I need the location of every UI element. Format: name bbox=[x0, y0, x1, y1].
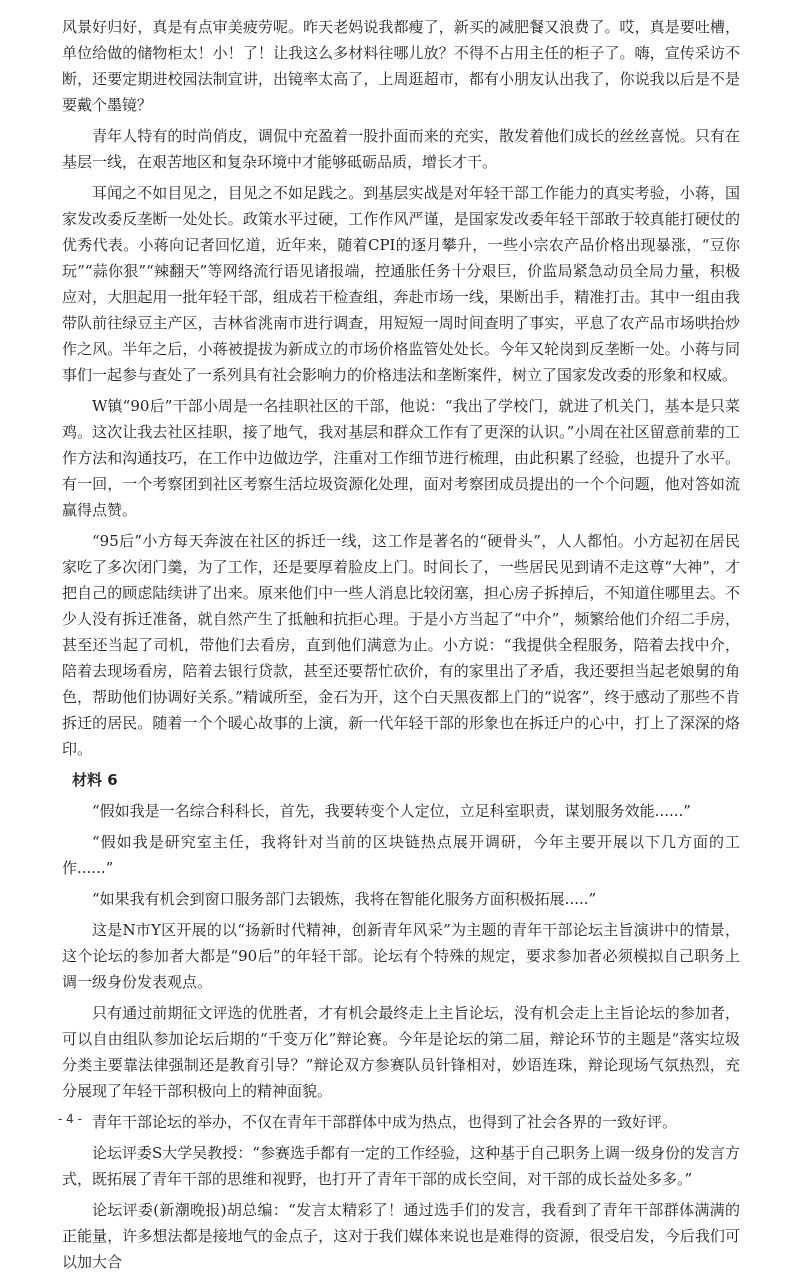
page-number: - 4 - bbox=[58, 1112, 82, 1126]
section-paragraph-5: 论坛评委(新潮晚报)胡总编：“发言太精彩了！通过选手们的发言，我看到了青年干部群体满满的正能量，许多想法都是接地气的金点子，这对于我们媒体来说也是难得的资源，很受启发，今后我们可以加大合 bbox=[62, 1201, 740, 1271]
paragraph-1: 风景好归好，真是有点审美疲劳呢。昨天老妈说我都瘦了，新买的减肥餐又浪费了。哎，真是要吐槽，单位给做的储物柜太！小！了！让我这么多材料往哪儿放？不得不占用主任的柜子了。嗨，宣传采访不断，还要定期进校园法制宣讲，出镜率太高了，上周逛超市，都有小朋友认出我了，你说我以后是不是要戴个墨镜？ bbox=[62, 18, 740, 114]
paragraph-5: “95后”小方每天奔波在社区的拆迁一线，这工作是著名的“硬骨头”，人人都怕。小方起初在居民家吃了多次闭门羹，为了工作，还是要厚着脸皮上门。时间长了，一些居民见到请不走这尊“大神”，才把自己的顾虑陆续讲了出来。原来他们中一些人消息比较闭塞，担心房子拆掉后，不知道住哪里去。不少人没有拆迁准备，就自然产生了抵触和抗拒心理。于是小方当起了“中介”，频繁给他们介绍二手房，甚至还当起了司机，带他们去看房，直到他们满意为止。小方说：“我提供全程服务，陪着去找中介，陪着去现场看房，陪着去银行贷款，甚至还要帮忙砍价，有的家里出了矛盾，我还要担当起老娘舅的角色，帮助他们协调好关系。”精诚所至，金石为开，这个白天黑夜都上门的“说客”，终于感动了那些不肯拆迁的居民。随着一个个暖心故事的上演，新一代年轻干部的形象也在拆迁户的心中，打上了深深的烙印。 bbox=[62, 532, 740, 758]
document-body bbox=[62, 14, 740, 1280]
quote-1: “假如我是一名综合科科长，首先，我要转变个人定位，立足科室职责，谋划服务效能......” bbox=[92, 802, 691, 820]
section-paragraph-2: 只有通过前期征文评选的优胜者，才有机会最终走上主旨论坛，没有机会走上主旨论坛的参加者，可以自由组队参加论坛后期的“千变万化”辩论赛。今年是论坛的第二届，辩论环节的主题是“落实垃圾分类主要靠法律强制还是教育引导？”辩论双方参赛队员针锋相对，妙语连珠，辩论现场气氛热烈，充分展现了年轻干部积极向上的精神面貌。 bbox=[62, 1004, 740, 1100]
paragraph-4: W镇“90后”干部小周是一名挂职社区的干部，他说：“我出了学校门，就进了机关门，基本是只菜鸡。这次让我去社区挂职，接了地气，我对基层和群众工作有了更深的认识。”小周在社区留意前辈的工作方法和沟通技巧，在工作中边做边学，注重对工作细节进行梳理，由此积累了经验，也提升了水平。有一回，一个考察团到社区考察生活垃圾资源化处理，面对考察团成员提出的一个个问题，他对答如流赢得点赞。 bbox=[62, 397, 740, 519]
paragraph-3: 耳闻之不如目见之，目见之不如足践之。到基层实战是对年轻干部工作能力的真实考验，小蒋，国家发改委反垄断一处处长。政策水平过硬，工作作风严谨，是国家发改委年轻干部敢于较真能打硬仗的优秀代表。小蒋向记者回忆道，近年来，随着CPI的逐月攀升，一些小宗农产品价格出现暴涨，“豆你玩”“蒜你狠”“辣翻天”等网络流行语见诸报端，控通胀任务十分艰巨，价监局紧急动员全局力量，积极应对，大胆起用一批年轻干部，组成若干检查组，奔赴市场一线，果断出手，精准打击。其中一组由我带队前往绿豆主产区，吉林省洮南市进行调查，用短短一周时间查明了事实，平息了农产品市场哄抬炒作之风。半年之后，小蒋被提拔为新成立的市场价格监管处处长。今年又轮岗到反垄断一处。小蒋与同事们一起参与查处了一系列具有社会影响力的价格违法和垄断案件，树立了国家发改委的形象和权威。 bbox=[62, 184, 740, 384]
section-paragraph-4: 论坛评委S大学吴教授：“参赛选手都有一定的工作经验，这种基于自己职务上调一级身份的发言方式，既拓展了青年干部的思维和视野，也打开了青年干部的成长空间，对干部的成长益处多多。” bbox=[62, 1144, 740, 1188]
section-paragraph-1: 这是N市Y区开展的以“扬新时代精神，创新青年风采”为主题的青年干部论坛主旨演讲中的情景，这个论坛的参加者大都是“90后”的年轻干部。论坛有个特殊的规定，要求参加者必须模拟自己职务上调一级身份发表观点。 bbox=[62, 921, 740, 991]
quote-3: “如果我有机会到窗口服务部门去锻炼，我将在智能化服务方面积极拓展.....” bbox=[92, 890, 597, 908]
paragraph-2: 青年人特有的时尚俏皮，调侃中充盈着一股扑面而来的充实，散发着他们成长的丝丝喜悦。只有在基层一线，在艰苦地区和复杂环境中才能够砥砺品质，增长才干。 bbox=[62, 127, 740, 171]
quote-2: “假如我是研究室主任，我将针对当前的区块链热点展开调研，今年主要开展以下几方面的工作......” bbox=[62, 833, 740, 877]
section-title: 材料 6 bbox=[72, 771, 118, 789]
section-paragraph-3: 青年干部论坛的举办，不仅在青年干部群体中成为热点，也得到了社会各界的一致好评。 bbox=[92, 1113, 678, 1131]
